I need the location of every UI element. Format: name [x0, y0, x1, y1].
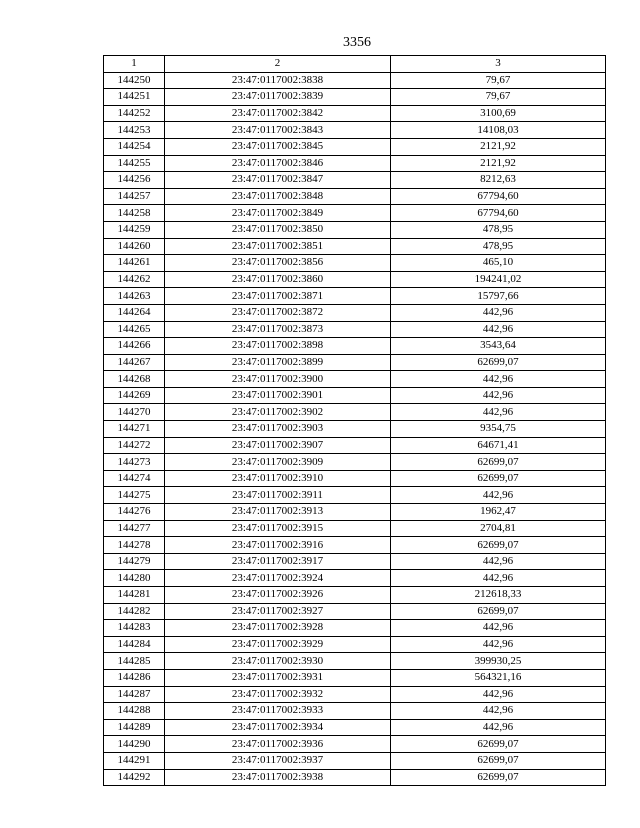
cell-number: 144265 [104, 321, 165, 338]
cell-cadastral-number: 23:47:0117002:3911 [165, 487, 391, 504]
table-row [104, 172, 606, 189]
table-row [104, 105, 606, 122]
cell-value: 2121,92 [391, 138, 606, 155]
table-row [104, 371, 606, 388]
table-row [104, 636, 606, 653]
cell-number: 144261 [104, 255, 165, 272]
cell-number: 144291 [104, 752, 165, 769]
table-row [104, 487, 606, 504]
cell-number: 144255 [104, 155, 165, 172]
cell-cadastral-number: 23:47:0117002:3915 [165, 520, 391, 537]
cell-cadastral-number: 23:47:0117002:3839 [165, 89, 391, 106]
cell-value: 62699,07 [391, 537, 606, 554]
table-row [104, 338, 606, 355]
cell-number: 144289 [104, 719, 165, 736]
cell-value: 79,67 [391, 89, 606, 106]
cell-number: 144277 [104, 520, 165, 537]
cell-cadastral-number: 23:47:0117002:3860 [165, 271, 391, 288]
cell-number: 144262 [104, 271, 165, 288]
cell-value: 62699,07 [391, 454, 606, 471]
table-row [104, 255, 606, 272]
cell-cadastral-number: 23:47:0117002:3934 [165, 719, 391, 736]
cell-value: 442,96 [391, 304, 606, 321]
cell-value: 79,67 [391, 72, 606, 89]
table-row [104, 587, 606, 604]
cell-value: 67794,60 [391, 205, 606, 222]
registry-table [103, 55, 606, 786]
cell-cadastral-number: 23:47:0117002:3913 [165, 504, 391, 521]
cell-number: 144259 [104, 221, 165, 238]
cell-value: 15797,66 [391, 288, 606, 305]
cell-cadastral-number: 23:47:0117002:3907 [165, 437, 391, 454]
cell-number: 144260 [104, 238, 165, 255]
cell-cadastral-number: 23:47:0117002:3917 [165, 553, 391, 570]
column-header-number: 1 [104, 56, 165, 73]
cell-value: 62699,07 [391, 769, 606, 786]
cell-value: 478,95 [391, 221, 606, 238]
page-number: 3356 [343, 35, 371, 50]
cell-number: 144257 [104, 188, 165, 205]
table-row [104, 89, 606, 106]
cell-number: 144279 [104, 553, 165, 570]
cell-number: 144269 [104, 387, 165, 404]
cell-number: 144280 [104, 570, 165, 587]
cell-cadastral-number: 23:47:0117002:3938 [165, 769, 391, 786]
cell-number: 144267 [104, 354, 165, 371]
cell-cadastral-number: 23:47:0117002:3903 [165, 421, 391, 438]
table-header [104, 56, 606, 73]
cell-value: 212618,33 [391, 587, 606, 604]
table-row [104, 669, 606, 686]
cell-value: 9354,75 [391, 421, 606, 438]
cell-cadastral-number: 23:47:0117002:3927 [165, 603, 391, 620]
cell-cadastral-number: 23:47:0117002:3933 [165, 703, 391, 720]
table-row [104, 520, 606, 537]
table-row [104, 221, 606, 238]
cell-cadastral-number: 23:47:0117002:3937 [165, 752, 391, 769]
table-body [104, 72, 606, 786]
cell-value: 442,96 [391, 636, 606, 653]
table-row [104, 603, 606, 620]
cell-cadastral-number: 23:47:0117002:3924 [165, 570, 391, 587]
cell-cadastral-number: 23:47:0117002:3842 [165, 105, 391, 122]
cell-cadastral-number: 23:47:0117002:3850 [165, 221, 391, 238]
cell-value: 442,96 [391, 686, 606, 703]
cell-value: 3100,69 [391, 105, 606, 122]
table-row [104, 387, 606, 404]
cell-number: 144251 [104, 89, 165, 106]
cell-value: 442,96 [391, 570, 606, 587]
cell-value: 399930,25 [391, 653, 606, 670]
column-header-cadastral-number: 2 [165, 56, 391, 73]
cell-value: 64671,41 [391, 437, 606, 454]
header-row [104, 56, 606, 73]
cell-value: 442,96 [391, 371, 606, 388]
cell-cadastral-number: 23:47:0117002:3916 [165, 537, 391, 554]
table-row [104, 138, 606, 155]
cell-cadastral-number: 23:47:0117002:3898 [165, 338, 391, 355]
cell-number: 144263 [104, 288, 165, 305]
table-row [104, 769, 606, 786]
cell-number: 144282 [104, 603, 165, 620]
cell-cadastral-number: 23:47:0117002:3848 [165, 188, 391, 205]
cell-number: 144271 [104, 421, 165, 438]
cell-cadastral-number: 23:47:0117002:3846 [165, 155, 391, 172]
cell-cadastral-number: 23:47:0117002:3871 [165, 288, 391, 305]
cell-value: 14108,03 [391, 122, 606, 139]
cell-number: 144272 [104, 437, 165, 454]
cell-value: 67794,60 [391, 188, 606, 205]
cell-cadastral-number: 23:47:0117002:3847 [165, 172, 391, 189]
cell-value: 478,95 [391, 238, 606, 255]
cell-cadastral-number: 23:47:0117002:3851 [165, 238, 391, 255]
table-row [104, 122, 606, 139]
cell-value: 442,96 [391, 620, 606, 637]
cell-value: 62699,07 [391, 752, 606, 769]
table-row [104, 288, 606, 305]
cell-number: 144288 [104, 703, 165, 720]
cell-cadastral-number: 23:47:0117002:3902 [165, 404, 391, 421]
cell-value: 442,96 [391, 387, 606, 404]
cell-value: 62699,07 [391, 603, 606, 620]
table-row [104, 752, 606, 769]
cell-value: 194241,02 [391, 271, 606, 288]
cell-value: 442,96 [391, 321, 606, 338]
cell-number: 144258 [104, 205, 165, 222]
cell-number: 144287 [104, 686, 165, 703]
table-row [104, 719, 606, 736]
table-row [104, 354, 606, 371]
cell-value: 442,96 [391, 719, 606, 736]
cell-cadastral-number: 23:47:0117002:3936 [165, 736, 391, 753]
cell-cadastral-number: 23:47:0117002:3930 [165, 653, 391, 670]
table-row [104, 155, 606, 172]
cell-cadastral-number: 23:47:0117002:3845 [165, 138, 391, 155]
cell-number: 144252 [104, 105, 165, 122]
table-row [104, 454, 606, 471]
table-row [104, 421, 606, 438]
table-row [104, 620, 606, 637]
cell-cadastral-number: 23:47:0117002:3899 [165, 354, 391, 371]
cell-cadastral-number: 23:47:0117002:3910 [165, 470, 391, 487]
cell-cadastral-number: 23:47:0117002:3931 [165, 669, 391, 686]
table-row [104, 304, 606, 321]
cell-value: 62699,07 [391, 354, 606, 371]
cell-number: 144281 [104, 587, 165, 604]
cell-cadastral-number: 23:47:0117002:3929 [165, 636, 391, 653]
cell-number: 144274 [104, 470, 165, 487]
table-row [104, 404, 606, 421]
table-row [104, 653, 606, 670]
table-row [104, 321, 606, 338]
cell-cadastral-number: 23:47:0117002:3843 [165, 122, 391, 139]
cell-cadastral-number: 23:47:0117002:3909 [165, 454, 391, 471]
table-row [104, 238, 606, 255]
cell-number: 144292 [104, 769, 165, 786]
cell-value: 8212,63 [391, 172, 606, 189]
cell-cadastral-number: 23:47:0117002:3900 [165, 371, 391, 388]
cell-cadastral-number: 23:47:0117002:3849 [165, 205, 391, 222]
cell-number: 144290 [104, 736, 165, 753]
cell-number: 144254 [104, 138, 165, 155]
table-row [104, 553, 606, 570]
table-row [104, 736, 606, 753]
cell-number: 144256 [104, 172, 165, 189]
cell-value: 442,96 [391, 703, 606, 720]
cell-cadastral-number: 23:47:0117002:3872 [165, 304, 391, 321]
table-row [104, 271, 606, 288]
cell-number: 144270 [104, 404, 165, 421]
cell-value: 564321,16 [391, 669, 606, 686]
cell-number: 144253 [104, 122, 165, 139]
cell-value: 2704,81 [391, 520, 606, 537]
cell-cadastral-number: 23:47:0117002:3928 [165, 620, 391, 637]
cell-value: 465,10 [391, 255, 606, 272]
cell-number: 144268 [104, 371, 165, 388]
cell-value: 62699,07 [391, 736, 606, 753]
cell-number: 144266 [104, 338, 165, 355]
cell-value: 442,96 [391, 487, 606, 504]
cell-cadastral-number: 23:47:0117002:3932 [165, 686, 391, 703]
cell-value: 3543,64 [391, 338, 606, 355]
cell-number: 144278 [104, 537, 165, 554]
cell-number: 144286 [104, 669, 165, 686]
cell-number: 144285 [104, 653, 165, 670]
table-row [104, 537, 606, 554]
cell-number: 144264 [104, 304, 165, 321]
cell-number: 144284 [104, 636, 165, 653]
table-row [104, 504, 606, 521]
table-row [104, 437, 606, 454]
cell-value: 62699,07 [391, 470, 606, 487]
table-row [104, 72, 606, 89]
cell-number: 144276 [104, 504, 165, 521]
cell-value: 1962,47 [391, 504, 606, 521]
cell-number: 144250 [104, 72, 165, 89]
column-header-value: 3 [391, 56, 606, 73]
table-row [104, 686, 606, 703]
table-row [104, 188, 606, 205]
table-row [104, 570, 606, 587]
cell-cadastral-number: 23:47:0117002:3838 [165, 72, 391, 89]
cell-value: 442,96 [391, 553, 606, 570]
cell-cadastral-number: 23:47:0117002:3856 [165, 255, 391, 272]
cell-value: 2121,92 [391, 155, 606, 172]
cell-number: 144275 [104, 487, 165, 504]
cell-cadastral-number: 23:47:0117002:3901 [165, 387, 391, 404]
table-row [104, 205, 606, 222]
cell-cadastral-number: 23:47:0117002:3926 [165, 587, 391, 604]
cell-cadastral-number: 23:47:0117002:3873 [165, 321, 391, 338]
cell-value: 442,96 [391, 404, 606, 421]
cell-number: 144273 [104, 454, 165, 471]
cell-number: 144283 [104, 620, 165, 637]
table-row [104, 703, 606, 720]
table-row [104, 470, 606, 487]
